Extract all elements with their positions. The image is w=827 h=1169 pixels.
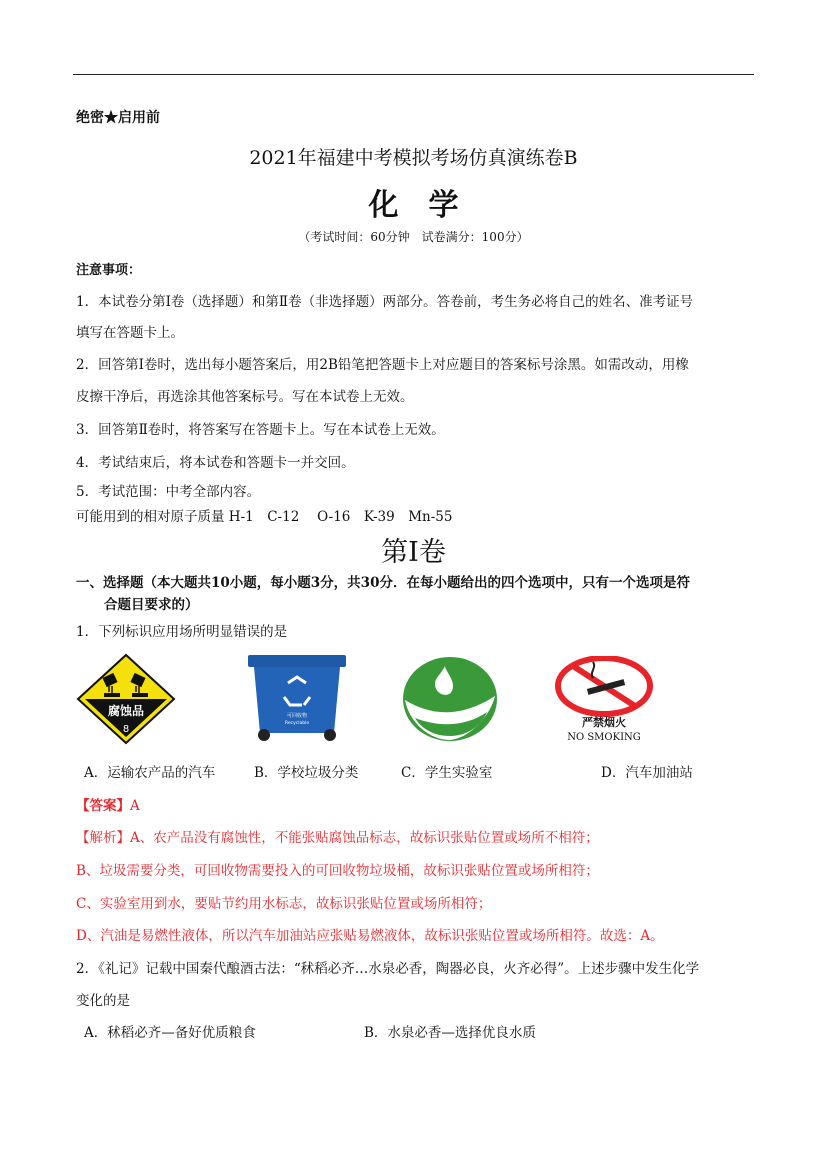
recycle-bin-icon xyxy=(244,653,350,743)
q1-analysis-line-4: D、汽油是易燃性液体，所以汽车加油站应张贴易燃液体，故标识张贴位置或场所相符。故选：A。 xyxy=(76,928,664,944)
answer-value: A xyxy=(130,798,140,814)
q2-option-a: A．秫稻必齐—备好优质粮食 xyxy=(84,1025,256,1041)
no-smoking-icon xyxy=(553,656,655,744)
exam-meta: （考试时间：60分钟 试卷满分：100分） xyxy=(298,230,529,244)
q2-stem-line-2: 变化的是 xyxy=(76,993,130,1009)
q1-option-d: D．汽车加油站 xyxy=(601,765,693,781)
header-rule xyxy=(73,74,754,75)
q1-analysis-line-3: C、实验室用到水，要贴节约用水标志，故标识张贴位置或场所相符； xyxy=(76,896,492,912)
section-line-2: 合题目要求的） xyxy=(104,597,199,613)
notice-line-4: 皮擦干净后，再选涂其他答案标号。写在本试卷上无效。 xyxy=(76,389,414,405)
q1-analysis-line-2: B、垃圾需要分类，可回收物需要投入的可回收物垃圾桶，故标识张贴位置或场所相符； xyxy=(76,863,599,879)
section-line-1: 一、选择题（本大题共10小题，每小题3分，共30分．在每小题给出的四个选项中，只有一个选项是符 xyxy=(76,575,690,591)
analysis-tag: 【解析】 xyxy=(76,830,130,846)
subject-title: 化学 xyxy=(368,188,489,223)
q1-stem: 1．下列标识应用场所明显错误的是 xyxy=(76,624,288,640)
nosmoke-en: NO SMOKING xyxy=(567,732,641,743)
q1-answer xyxy=(76,794,140,814)
analysis-text-1: A、农产品没有腐蚀性，不能张贴腐蚀品标志，故标识张贴位置或场所不相符； xyxy=(130,830,599,846)
bin-label: 可回收物 xyxy=(286,713,308,719)
q1-option-b: B．学校垃圾分类 xyxy=(254,765,359,781)
corrosive-sign-icon xyxy=(76,653,176,745)
q2-option-b: B．水泉必香—选择优良水质 xyxy=(364,1025,536,1041)
corrosive-number: 8 xyxy=(122,724,130,735)
notice-line-1: 1．本试卷分第Ⅰ卷（选择题）和第Ⅱ卷（非选择题）两部分。答卷前，考生务必将自己的姓名、准考证号 xyxy=(76,294,694,310)
q1-option-a: A．运输农产品的汽车 xyxy=(84,765,216,781)
notice-line-7: 5．考试范围：中考全部内容。 xyxy=(76,484,261,500)
q1-option-c: C．学生实验室 xyxy=(401,765,493,781)
secret-label: 绝密★启用前 xyxy=(76,110,160,126)
answer-tag: 【答案】 xyxy=(76,798,130,814)
bin-label-en: Recyclable xyxy=(284,721,310,726)
notice-line-5: 3．回答第Ⅱ卷时，将答案写在答题卡上。写在本试卷上无效。 xyxy=(76,422,445,438)
q1-analysis-line-1 xyxy=(76,826,599,846)
notice-line-2: 填写在答题卡上。 xyxy=(76,325,184,341)
corrosive-label: 腐蚀品 xyxy=(107,704,145,718)
exam-title: 2021年福建中考模拟考场仿真演练卷B xyxy=(249,147,578,169)
notice-line-6: 4．考试结束后，将本试卷和答题卡一并交回。 xyxy=(76,455,355,471)
atomic-mass-line: 可能用到的相对原子质量 H-1 C-12 O-16 K-39 Mn-55 xyxy=(76,509,453,525)
notice-heading: 注意事项： xyxy=(76,263,142,278)
q2-stem-line-1: 2．《礼记》记载中国秦代酿酒古法：“秫稻必齐…水泉必香，陶器必良，火齐必得”。上述步骤中发生化学 xyxy=(76,961,700,977)
notice-line-3: 2．回答第Ⅰ卷时，选出每小题答案后，用2B铅笔把答题卡上对应题目的答案标号涂黑。如需改动，用橡 xyxy=(76,357,689,373)
water-saving-icon xyxy=(401,656,499,742)
nosmoke-cn: 严禁烟火 xyxy=(582,716,626,729)
volume-title: 第Ⅰ卷 xyxy=(381,537,446,568)
